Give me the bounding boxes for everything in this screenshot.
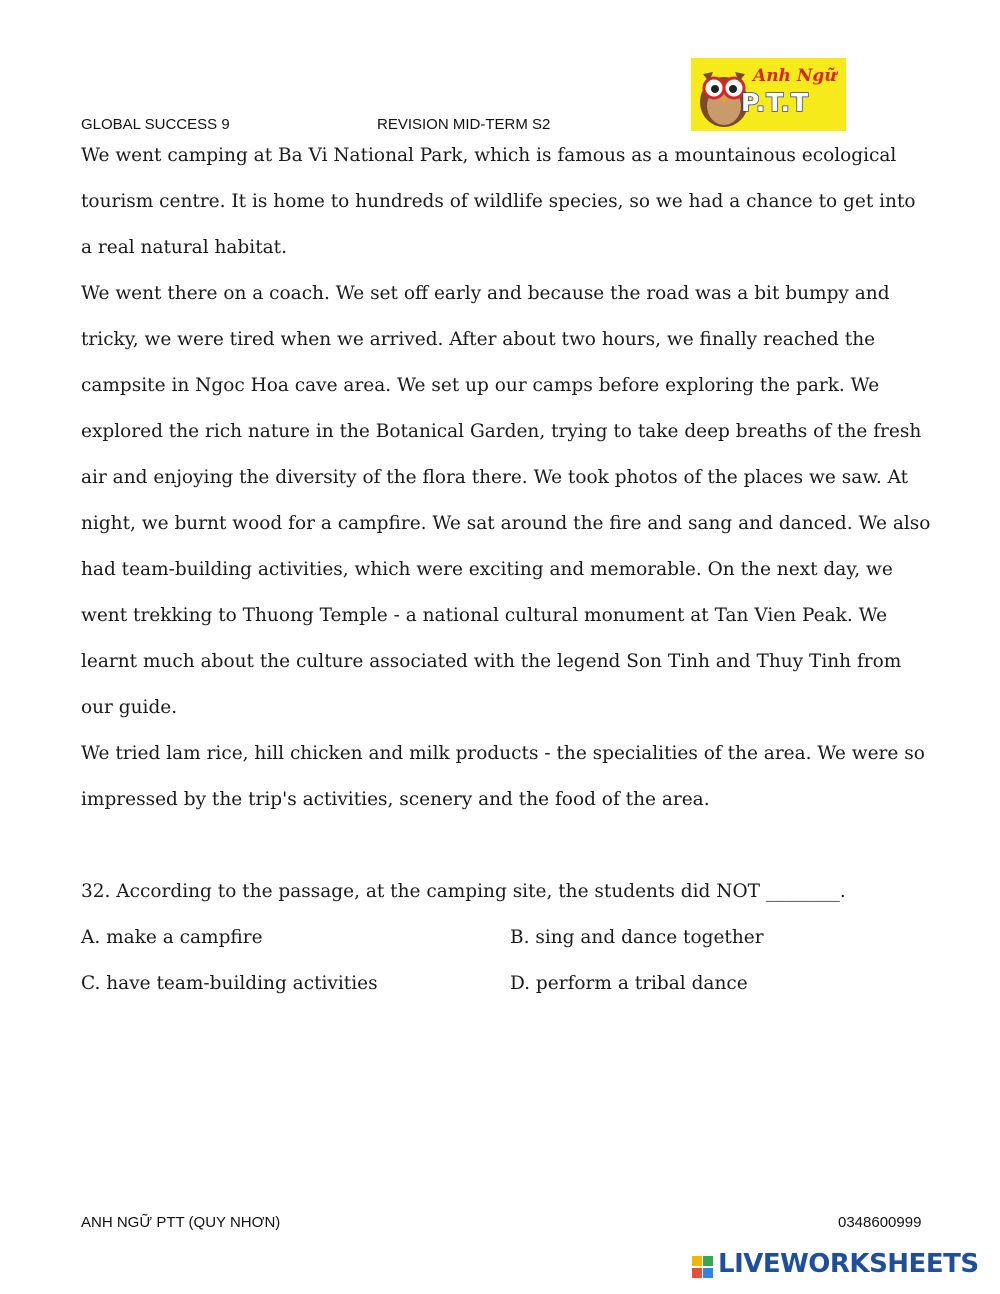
logo-text-ptt: P.T.T bbox=[741, 88, 810, 117]
options-row-1 bbox=[81, 915, 931, 961]
reading-passage bbox=[81, 133, 931, 823]
logo-text-anh-ngu: Anh Ngữ bbox=[753, 66, 837, 86]
passage-paragraph-3: We tried lam rice, hill chicken and milk products - the specialities of the area. We were so impressed by the trip's activities, scenery and the food of the area. bbox=[81, 743, 925, 810]
question-32 bbox=[81, 869, 931, 1007]
passage-paragraph-2: We went there on a coach. We set off early and because the road was a bit bumpy and tricky, we were tired when we arrived. After about two hours, we finally reached the campsite in Ngoc Hoa cave area. We set up our camps before exploring the park. We explored the rich nature in the Botanical Garden, trying to take deep breaths of the fresh air and enjoying the diversity of the flora there. We took photos of the places we saw. At night, we burnt wood for a campfire. We sat around the fire and sang and danced. We also had team-building activities, which were exciting and memorable. On the next day, we went trekking to Thuong Temple - a national cultural monument at Tan Vien Peak. We learnt much about the culture associated with the legend Son Tinh and Thuy Tinh from our guide. bbox=[81, 283, 931, 718]
option-d[interactable]: D. perform a tribal dance bbox=[510, 973, 748, 994]
header-course-title: GLOBAL SUCCESS 9 bbox=[81, 116, 230, 133]
header-exam-title: REVISION MID-TERM S2 bbox=[377, 116, 551, 133]
passage-paragraph-1: We went camping at Ba Vi National Park, which is famous as a mountainous ecological tourism centre. It is home to hundreds of wildlife species, so we had a chance to get into a real natural habitat. bbox=[81, 145, 916, 258]
option-a[interactable]: A. make a campfire bbox=[81, 927, 263, 948]
option-c[interactable]: C. have team-building activities bbox=[81, 973, 378, 994]
anh-ngu-ptt-logo bbox=[691, 58, 846, 131]
question-stem: 32. According to the passage, at the camping site, the students did NOT ________. bbox=[81, 881, 846, 902]
footer-phone: 0348600999 bbox=[838, 1214, 922, 1231]
liveworksheets-wordmark: LIVEWORKSHEETS bbox=[718, 1249, 979, 1279]
liveworksheets-blocks-icon bbox=[692, 1256, 714, 1280]
options-row-2 bbox=[81, 961, 931, 1007]
footer-center-name: ANH NGỮ PTT (QUY NHƠN) bbox=[81, 1214, 281, 1231]
option-b[interactable]: B. sing and dance together bbox=[510, 927, 764, 948]
